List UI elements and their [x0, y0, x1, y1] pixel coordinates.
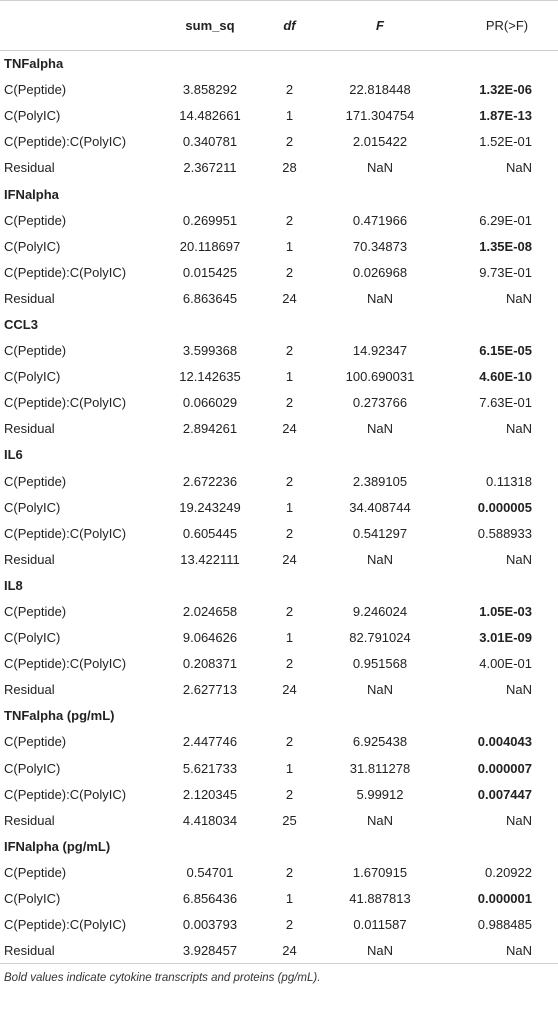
header-p-value: PR(>F)	[443, 1, 558, 51]
f-cell: 70.34873	[352, 238, 408, 254]
f-cell: 0.541297	[352, 525, 408, 541]
table-row	[0, 129, 558, 155]
sum-sq-cell: 6.856436	[182, 891, 238, 907]
df-cell: 1	[285, 108, 294, 124]
table-footnote: Bold values indicate cytokine transcripts and proteins (pg/mL).	[4, 972, 321, 985]
table-row	[0, 859, 558, 885]
sum-sq-cell: 2.120345	[182, 786, 238, 802]
df-cell: 24	[282, 551, 297, 567]
term-cell: C(Peptide)	[4, 864, 67, 880]
table-row	[0, 938, 558, 964]
table-row	[0, 390, 558, 416]
term-cell: Residual	[4, 551, 55, 567]
term-cell: C(Peptide)	[4, 82, 67, 98]
p-value-cell: 4.60E-10	[479, 369, 532, 385]
sum-sq-cell: 20.118697	[179, 238, 241, 254]
group-name: IL8	[4, 577, 23, 593]
df-cell: 1	[285, 238, 294, 254]
term-cell: C(PolyIC)	[4, 369, 61, 385]
term-cell: Residual	[4, 160, 55, 176]
df-cell: 24	[262, 938, 317, 964]
f-cell: 1.670915	[352, 864, 408, 880]
table-body	[0, 51, 558, 964]
sum-sq-cell: 0.208371	[182, 656, 238, 672]
df-cell: 2	[285, 604, 294, 620]
sum-sq-cell: 5.621733	[182, 760, 238, 776]
df-cell: 1	[285, 760, 294, 776]
sum-sq-cell: 0.015425	[182, 264, 238, 280]
f-cell: 22.818448	[349, 82, 411, 98]
f-cell: 34.408744	[349, 499, 411, 515]
p-value-cell: 1.32E-06	[479, 82, 532, 98]
p-value-cell: 1.05E-03	[479, 604, 532, 620]
table-row	[0, 755, 558, 781]
f-cell: NaN	[366, 682, 393, 698]
term-cell: C(Peptide):C(PolyIC)	[4, 786, 127, 802]
sum-sq-cell: 9.064626	[182, 630, 238, 646]
f-cell: 2.389105	[352, 473, 408, 489]
table-row	[0, 598, 558, 624]
df-cell: 24	[282, 290, 297, 306]
p-value-cell: 6.15E-05	[479, 343, 532, 359]
df-cell: 2	[285, 82, 294, 98]
p-value-cell: NaN	[505, 812, 532, 828]
table-row	[0, 781, 558, 807]
f-cell: NaN	[366, 812, 393, 828]
table-row	[0, 259, 558, 285]
p-value-cell: 9.73E-01	[479, 264, 532, 280]
term-cell: C(Peptide):C(PolyIC)	[4, 656, 127, 672]
group-name: IL6	[4, 447, 23, 463]
df-cell: 2	[285, 734, 294, 750]
p-value-cell: 7.63E-01	[479, 395, 532, 411]
f-cell: NaN	[366, 290, 393, 306]
df-cell: 24	[282, 682, 297, 698]
f-cell: 171.304754	[345, 108, 415, 124]
f-cell: NaN	[366, 551, 393, 567]
table-row	[0, 807, 558, 833]
group-header-row	[0, 442, 558, 468]
df-cell: 2	[285, 656, 294, 672]
df-cell: 2	[285, 134, 294, 150]
table-row	[0, 546, 558, 572]
table-row	[0, 338, 558, 364]
sum-sq-cell: 2.627713	[182, 682, 238, 698]
table-row	[0, 285, 558, 311]
group-header-row	[0, 703, 558, 729]
table-row	[0, 886, 558, 912]
sum-sq-cell: 2.024658	[182, 604, 238, 620]
sum-sq-cell: 0.605445	[182, 525, 238, 541]
term-cell: C(Peptide):C(PolyIC)	[4, 134, 127, 150]
f-cell: 6.925438	[352, 734, 408, 750]
term-cell: C(PolyIC)	[4, 891, 61, 907]
table-row	[0, 625, 558, 651]
term-cell: Residual	[4, 812, 55, 828]
sum-sq-cell: 2.367211	[183, 160, 237, 176]
p-value-cell: 3.01E-09	[479, 630, 532, 646]
group-header-row	[0, 51, 558, 77]
term-cell: C(PolyIC)	[4, 108, 61, 124]
p-value-cell: 1.35E-08	[479, 238, 532, 254]
term-cell: C(PolyIC)	[4, 499, 61, 515]
term-cell: Residual	[4, 421, 55, 437]
df-cell: 24	[282, 421, 297, 437]
table-row	[0, 77, 558, 103]
sum-sq-cell: 6.863645	[182, 290, 238, 306]
term-cell: Residual	[0, 938, 158, 964]
p-value-cell: 4.00E-01	[479, 656, 532, 672]
f-cell: NaN	[317, 938, 443, 964]
header-term	[0, 1, 158, 51]
df-cell: 1	[285, 630, 294, 646]
f-cell: 31.811278	[349, 760, 411, 776]
f-cell: 0.011587	[353, 917, 407, 933]
header-row	[0, 1, 558, 51]
f-cell: 14.92347	[352, 343, 408, 359]
table-header	[0, 1, 558, 51]
term-cell: C(Peptide):C(PolyIC)	[4, 525, 127, 541]
f-cell: 5.99912	[356, 786, 404, 802]
group-name: TNFalpha	[4, 56, 64, 72]
group-header-row	[0, 572, 558, 598]
group-header-row	[0, 833, 558, 859]
p-value-cell: NaN	[505, 290, 532, 306]
df-cell: 2	[285, 525, 294, 541]
sum-sq-cell: 0.54701	[186, 864, 234, 880]
group-name: IFNalpha (pg/mL)	[4, 838, 111, 854]
sum-sq-cell: 14.482661	[179, 108, 241, 124]
p-value-cell: NaN	[505, 421, 532, 437]
term-cell: C(PolyIC)	[4, 238, 61, 254]
sum-sq-cell: 19.243249	[179, 499, 241, 515]
header-df: df	[262, 1, 317, 51]
term-cell: C(Peptide)	[4, 734, 67, 750]
table-row	[0, 207, 558, 233]
df-cell: 1	[285, 499, 294, 515]
f-cell: NaN	[366, 421, 393, 437]
f-cell: 9.246024	[352, 604, 408, 620]
f-cell: 0.026968	[352, 264, 408, 280]
df-cell: 2	[285, 864, 294, 880]
term-cell: Residual	[4, 682, 55, 698]
df-cell: 2	[285, 395, 294, 411]
f-cell: 0.471966	[352, 212, 408, 228]
sum-sq-cell: 3.928457	[158, 938, 262, 964]
df-cell: 2	[285, 264, 294, 280]
sum-sq-cell: 0.340781	[182, 134, 238, 150]
table-row	[0, 729, 558, 755]
df-cell: 1	[285, 369, 294, 385]
f-cell: 2.015422	[352, 134, 408, 150]
p-value-cell: NaN	[505, 160, 532, 176]
p-value-cell: 0.11318	[485, 473, 532, 489]
header-f: F	[317, 1, 443, 51]
table-row	[0, 364, 558, 390]
sum-sq-cell: 3.599368	[182, 343, 238, 359]
table-row	[0, 468, 558, 494]
p-value-cell: 0.588933	[477, 525, 532, 541]
p-value-cell: 0.988485	[477, 917, 532, 933]
df-cell: 25	[282, 812, 297, 828]
table-row	[0, 155, 558, 181]
sum-sq-cell: 13.422111	[180, 551, 240, 567]
table-row	[0, 677, 558, 703]
sum-sq-cell: 0.269951	[182, 212, 238, 228]
p-value-cell: 0.007447	[477, 786, 532, 802]
table-row	[0, 416, 558, 442]
df-cell: 2	[285, 212, 294, 228]
p-value-cell: 1.87E-13	[479, 108, 532, 124]
sum-sq-cell: 2.672236	[182, 473, 238, 489]
group-header-row	[0, 311, 558, 337]
term-cell: C(Peptide):C(PolyIC)	[4, 264, 127, 280]
group-header-row	[0, 181, 558, 207]
sum-sq-cell: 2.894261	[182, 421, 238, 437]
term-cell: C(Peptide)	[4, 343, 67, 359]
sum-sq-cell: 0.066029	[182, 395, 238, 411]
header-sum-sq: sum_sq	[158, 1, 262, 51]
term-cell: Residual	[4, 290, 55, 306]
table-row	[0, 494, 558, 520]
term-cell: C(Peptide)	[4, 473, 67, 489]
term-cell: C(PolyIC)	[4, 760, 61, 776]
term-cell: C(Peptide)	[4, 212, 67, 228]
f-cell: 41.887813	[349, 891, 411, 907]
f-cell: NaN	[366, 160, 393, 176]
table-row	[0, 912, 558, 938]
term-cell: C(PolyIC)	[4, 630, 61, 646]
p-value-cell: 0.000001	[477, 891, 532, 907]
term-cell: C(Peptide):C(PolyIC)	[4, 395, 127, 411]
term-cell: C(Peptide):C(PolyIC)	[4, 917, 127, 933]
p-value-cell: NaN	[505, 551, 532, 567]
df-cell: 2	[285, 917, 294, 933]
group-name: IFNalpha	[4, 186, 59, 202]
term-cell: C(Peptide)	[4, 604, 67, 620]
p-value-cell: 0.004043	[477, 734, 532, 750]
table-row	[0, 103, 558, 129]
sum-sq-cell: 12.142635	[179, 369, 241, 385]
sum-sq-cell: 4.418034	[182, 812, 238, 828]
p-value-cell: 0.000005	[477, 499, 532, 515]
df-cell: 2	[285, 786, 294, 802]
group-name: TNFalpha (pg/mL)	[4, 708, 115, 724]
df-cell: 2	[285, 473, 294, 489]
sum-sq-cell: 3.858292	[182, 82, 238, 98]
table-row	[0, 233, 558, 259]
df-cell: 2	[285, 343, 294, 359]
table-row	[0, 651, 558, 677]
p-value-cell: 1.52E-01	[479, 134, 532, 150]
p-value-cell: 0.20922	[485, 864, 532, 880]
f-cell: 82.791024	[349, 630, 411, 646]
group-name: CCL3	[4, 316, 38, 332]
df-cell: 28	[282, 160, 297, 176]
sum-sq-cell: 2.447746	[182, 734, 238, 750]
df-cell: 1	[285, 891, 294, 907]
f-cell: 0.951568	[352, 656, 408, 672]
p-value-cell: NaN	[443, 938, 558, 964]
p-value-cell: NaN	[505, 682, 532, 698]
table-row	[0, 520, 558, 546]
p-value-cell: 0.000007	[477, 760, 532, 776]
f-cell: 0.273766	[352, 395, 408, 411]
p-value-cell: 6.29E-01	[479, 212, 532, 228]
f-cell: 100.690031	[345, 369, 415, 385]
sum-sq-cell: 0.003793	[182, 917, 238, 933]
